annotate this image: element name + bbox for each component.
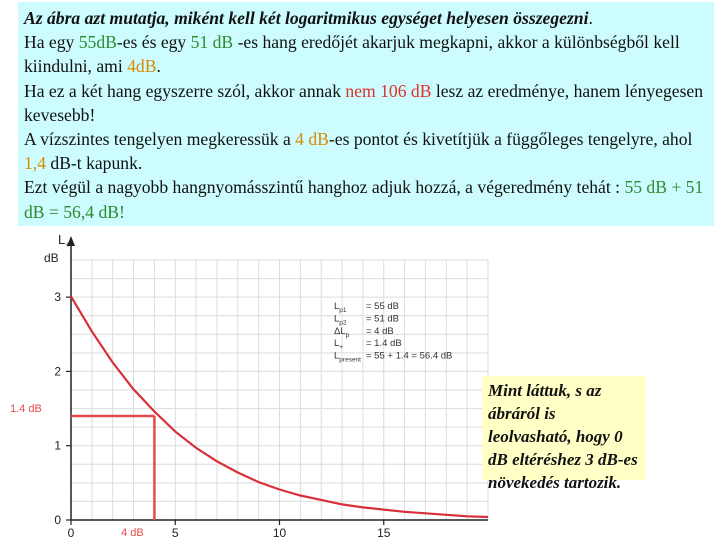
explanation-title: Az ábra azt mutatja, miként kell két logaritmikus egységet helyesen összegezni <box>24 8 589 28</box>
legend-symbol-main: ΔL <box>334 325 346 337</box>
text-span: Ezt végül a nagyobb hangnyomásszintű hanghoz adjuk hozzá, a végeredmény tehát : <box>24 177 625 198</box>
paragraph-difference <box>24 30 708 78</box>
legend-symbol-sub: p <box>345 331 350 339</box>
legend-item-value: = 55 dB <box>366 301 400 312</box>
text-span: -es pontot és kivetítjük a függőleges tengelyre, ahol <box>328 129 693 150</box>
marker-y-label: 1.4 dB <box>10 403 42 415</box>
legend-symbol-main: L <box>334 350 340 362</box>
text-span: lesz az eredménye, hanem lényegesen kevesebb! <box>24 80 704 125</box>
y-axis-label-sub: + <box>65 240 71 250</box>
text-span: Ha egy <box>24 32 79 53</box>
text-span: . <box>156 56 161 77</box>
y-tick-label: 2 <box>54 364 61 379</box>
text-span: -es és egy <box>116 32 191 53</box>
legend-item-value: = 4 dB <box>366 325 394 337</box>
y-axis-label-main: L <box>58 232 66 247</box>
legend-symbol-main: L <box>334 338 340 350</box>
text-span: Ha ez a két hang egyszerre szól, akkor annak <box>24 80 346 101</box>
paragraph-projection <box>24 127 708 175</box>
x-tick-label: 15 <box>377 526 391 538</box>
text-span: -es hang eredőjét akarjuk megkapni, akkor a különbségből kell kiindulni, ami <box>24 32 680 77</box>
paragraph-not-sum <box>24 79 708 127</box>
x-tick-label: 10 <box>272 526 287 538</box>
legend-symbol-main: L <box>334 301 340 312</box>
explanation-panel <box>18 2 714 226</box>
legend-item-value: = 55 + 1.4 = 56.4 dB <box>366 350 453 362</box>
value-4db: 4dB <box>127 56 157 77</box>
title-end: . <box>588 8 593 28</box>
x-tick-label: 5 <box>171 526 179 538</box>
x-tick-label: 0 <box>67 526 75 538</box>
legend-item-value: = 51 dB <box>366 313 400 325</box>
text-span: A vízszintes tengelyen megkeressük a <box>24 129 296 150</box>
y-tick-label: 1 <box>54 438 61 453</box>
note-text: Mint láttuk, s az ábráról is leolvasható, hogy 0 dB eltéréshez 3 dB-es növekedés tartozik <box>488 381 638 492</box>
value-51db: 51 dB <box>190 32 234 53</box>
level-addition-chart <box>8 232 498 538</box>
value-1-4: 1,4 <box>24 153 46 174</box>
note-end: . <box>616 473 622 492</box>
legend-item-value: = 1.4 dB <box>366 338 402 350</box>
value-55db: 55dB <box>78 32 117 53</box>
value-not-106db: nem 106 dB <box>345 80 432 101</box>
chart-background <box>8 232 498 538</box>
value-4-db: 4 dB <box>295 129 329 150</box>
legend-symbol-main: L <box>334 313 340 325</box>
note-box <box>482 376 646 492</box>
legend-symbol-sub: present <box>339 356 361 364</box>
marker-x-label: 4 dB <box>121 527 144 538</box>
y-axis-unit: dB <box>44 251 59 265</box>
legend-symbol-sub: + <box>339 344 344 352</box>
legend-symbol-sub: p2 <box>339 319 347 327</box>
text-span: dB-t kapunk. <box>46 153 143 174</box>
y-tick-label: 0 <box>54 513 61 527</box>
result-equation: 55 dB + 51 dB = 56,4 dB! <box>24 177 704 222</box>
title-paragraph <box>24 6 708 30</box>
paragraph-result <box>24 175 708 223</box>
legend-symbol-sub: p1 <box>339 307 347 314</box>
y-tick-label: 3 <box>54 290 61 305</box>
